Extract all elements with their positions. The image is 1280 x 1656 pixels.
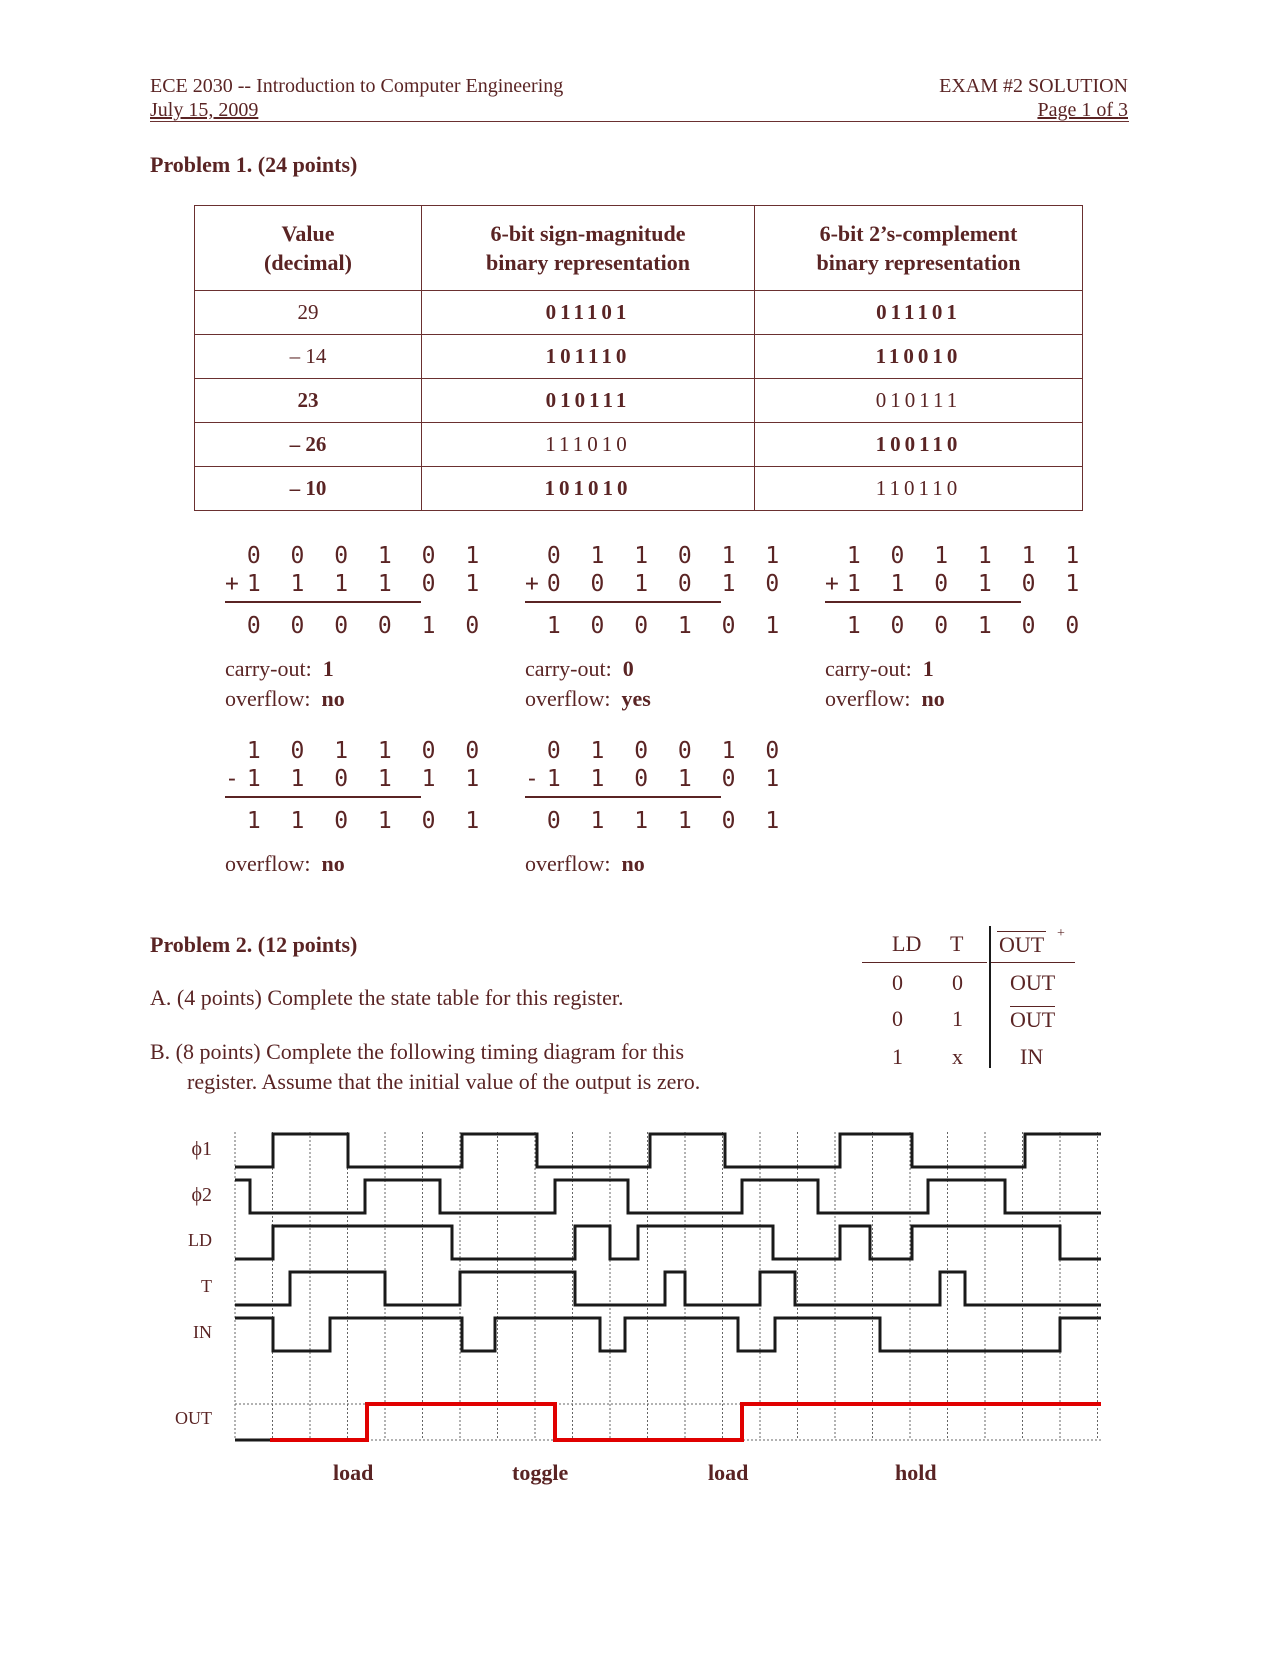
- signal-label-out: OUT: [175, 1408, 212, 1428]
- overflow-value: no: [321, 851, 345, 876]
- exam-date: July 15, 2009: [150, 99, 259, 121]
- state-t: 0: [952, 970, 963, 995]
- sub1-operand-a: 1 0 1 1 0 0: [225, 738, 488, 764]
- state-ld: 0: [892, 1006, 903, 1031]
- add3-operand-a: 1 0 1 1 1 1: [825, 543, 1088, 569]
- page-number: Page 1 of 3: [1037, 99, 1128, 121]
- signal-label-phi2: ϕ2: [191, 1184, 212, 1206]
- event-label-hold: hold: [895, 1460, 937, 1485]
- signal-label-in: IN: [193, 1322, 212, 1342]
- twos-complement-cell: 110110: [755, 467, 1083, 511]
- toggle-wave: [235, 1272, 1101, 1305]
- overflow-label: overflow:: [825, 686, 922, 711]
- state-out: IN: [1020, 1044, 1044, 1069]
- value-cell: 23: [195, 379, 422, 423]
- course-title: ECE 2030 -- Introduction to Computer Engineering: [150, 75, 564, 97]
- state-header-out: OUT: [999, 932, 1045, 957]
- carry-label: carry-out:: [525, 656, 623, 681]
- signal-label-ld: LD: [188, 1230, 212, 1250]
- timing-waves: [235, 1134, 1101, 1440]
- state-header-t: T: [950, 931, 964, 956]
- twos-complement-cell: 010111: [755, 379, 1083, 423]
- state-header-ld: LD: [892, 931, 922, 956]
- value-cell: – 26: [195, 423, 422, 467]
- header-line: 6-bit 2’s-complement: [819, 221, 1018, 246]
- carry-value: 1: [322, 656, 334, 681]
- part-b-text-1: B. (8 points) Complete the following timing diagram for this: [150, 1039, 685, 1064]
- add1-operand-a: 0 0 0 1 0 1: [225, 543, 488, 569]
- problem2-title: Problem 2. (12 points): [150, 932, 358, 957]
- state-t: 1: [952, 1006, 963, 1031]
- exam-title: EXAM #2 SOLUTION: [939, 75, 1128, 97]
- add1-result: 0 0 0 0 1 0: [225, 613, 488, 639]
- sign-magnitude-cell: 101010: [422, 467, 755, 511]
- carry-label: carry-out:: [825, 656, 923, 681]
- twos-complement-cell: 100110: [755, 423, 1083, 467]
- overflow-value: no: [321, 686, 345, 711]
- ld-wave: [235, 1226, 1101, 1259]
- signal-label-phi1: ϕ1: [191, 1138, 212, 1160]
- overflow-value: no: [621, 851, 645, 876]
- overflow-label: overflow:: [525, 686, 622, 711]
- carry-label: carry-out:: [225, 656, 323, 681]
- add2-operand-b: +0 0 1 0 1 0: [525, 571, 788, 597]
- state-header-plus: +: [1057, 926, 1065, 941]
- sign-magnitude-cell: 010111: [422, 379, 755, 423]
- part-b-text-2: register. Assume that the initial value of the output is zero.: [187, 1069, 701, 1094]
- event-label-load-2: load: [708, 1460, 749, 1485]
- overflow-label: overflow:: [225, 851, 322, 876]
- state-out-bar: OUT: [1010, 1007, 1056, 1032]
- sign-magnitude-cell: 011101: [422, 291, 755, 335]
- twos-complement-cell: 110010: [755, 335, 1083, 379]
- value-cell: – 10: [195, 467, 422, 511]
- signal-label-t: T: [201, 1276, 212, 1296]
- sign-magnitude-cell: 101110: [422, 335, 755, 379]
- state-ld: 0: [892, 970, 903, 995]
- carry-value: 0: [622, 656, 634, 681]
- twos-complement-cell: 011101: [755, 291, 1083, 335]
- sub1-result: 1 1 0 1 0 1: [225, 808, 488, 834]
- sign-magnitude-cell: 111010: [422, 423, 755, 467]
- phi1-wave: [235, 1134, 1101, 1167]
- overflow-value: yes: [621, 686, 651, 711]
- header-line: (decimal): [264, 250, 352, 275]
- sub2-result: 0 1 1 1 0 1: [525, 808, 788, 834]
- timing-grid: [235, 1132, 1101, 1440]
- overflow-value: no: [921, 686, 945, 711]
- event-label-toggle: toggle: [512, 1460, 569, 1485]
- state-out: OUT: [1010, 970, 1056, 995]
- phi2-wave: [235, 1180, 1101, 1213]
- add3-result: 1 0 0 1 0 0: [825, 613, 1088, 639]
- header-line: Value: [281, 221, 335, 246]
- in-wave: [235, 1318, 1101, 1351]
- sub1-operand-b: -1 1 0 1 1 1: [225, 766, 488, 792]
- part-a-text: A. (4 points) Complete the state table for this register.: [150, 985, 624, 1010]
- overflow-label: overflow:: [225, 686, 322, 711]
- add2-operand-a: 0 1 1 0 1 1: [525, 543, 788, 569]
- event-label-load-1: load: [333, 1460, 374, 1485]
- state-ld: 1: [892, 1044, 903, 1069]
- header-line: binary representation: [816, 250, 1021, 275]
- value-cell: – 14: [195, 335, 422, 379]
- header-line: binary representation: [486, 250, 690, 275]
- state-t: x: [952, 1044, 963, 1069]
- sub2-operand-b: -1 1 0 1 0 1: [525, 766, 788, 792]
- header-line: 6-bit sign-magnitude: [490, 221, 686, 246]
- add2-result: 1 0 0 1 0 1: [525, 613, 788, 639]
- add1-operand-b: +1 1 1 1 0 1: [225, 571, 488, 597]
- carry-value: 1: [922, 656, 934, 681]
- problem1-title: Problem 1. (24 points): [150, 152, 358, 177]
- overflow-label: overflow:: [525, 851, 622, 876]
- value-cell: 29: [195, 291, 422, 335]
- add3-operand-b: +1 1 0 1 0 1: [825, 571, 1088, 597]
- sub2-operand-a: 0 1 0 0 1 0: [525, 738, 788, 764]
